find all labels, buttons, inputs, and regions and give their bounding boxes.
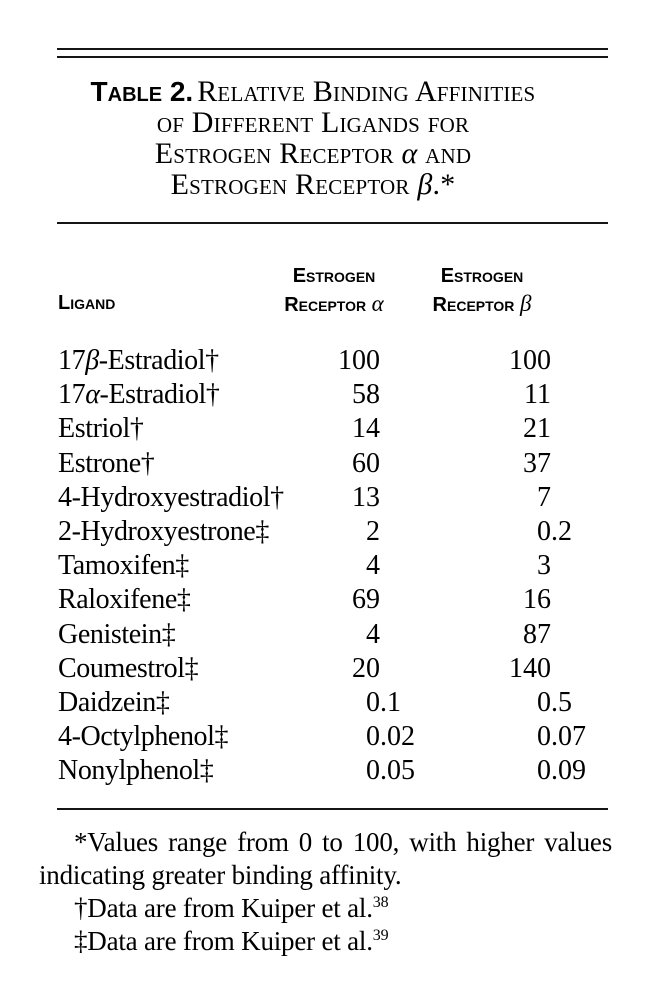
table-title (28, 76, 598, 200)
footnote-asterisk-line1: *Values range from 0 to 100, with higher values (74, 827, 612, 857)
table-row (58, 515, 608, 549)
er-beta-value: 140 (509, 652, 551, 684)
er-beta-value: 100 (509, 345, 551, 376)
footnote-asterisk-line2: indicating greater binding affinity. (39, 860, 402, 890)
table-row (58, 652, 608, 686)
table-row (58, 618, 608, 652)
er-alpha-value: 4 (366, 550, 380, 582)
er-beta-value: 16 (523, 584, 551, 616)
title-line: Table 2. Relative Binding Affinities (90, 75, 536, 108)
er-alpha-value: 4 (366, 618, 380, 650)
er-beta-value: 87 (523, 618, 551, 650)
footnote-double-dagger-text: ‡Data are from Kuiper et al. (74, 926, 373, 956)
table-body (58, 344, 608, 788)
er-alpha-value: 2 (366, 515, 380, 547)
header-line: Receptor α (284, 291, 384, 316)
er-beta-value: 7 (537, 481, 551, 513)
ligand-cell: Genistein‡ (58, 618, 176, 650)
ligand-cell: 4-Octylphenol‡ (58, 721, 229, 753)
ligand-cell: Raloxifene‡ (58, 584, 191, 616)
footnotes (39, 812, 612, 958)
er-alpha-value: 0.05 (366, 755, 415, 787)
er-alpha-value: 0.1 (366, 686, 401, 718)
table-row (58, 412, 608, 446)
table-row (58, 549, 608, 583)
table-row (58, 481, 608, 515)
table-row (58, 583, 608, 617)
er-alpha-value: 60 (352, 447, 380, 479)
er-alpha-value: 100 (338, 345, 380, 376)
title-separator-rule (57, 222, 608, 224)
table-header (58, 263, 608, 319)
header-line: Estrogen (440, 265, 524, 287)
column-header-er-beta (372, 263, 592, 319)
er-beta-value: 0.07 (537, 721, 586, 753)
er-beta-value: 11 (524, 379, 551, 411)
er-beta-value: 0.09 (537, 755, 586, 787)
ligand-cell: 17α-Estradiol† (58, 379, 220, 411)
ligand-cell: 2-Hydroxyestrone‡ (58, 515, 269, 547)
ligand-cell: Estrone† (58, 447, 155, 479)
er-alpha-value: 0.02 (366, 721, 415, 753)
table-number-label: Table 2. (90, 76, 194, 107)
header-line: Receptor β (432, 291, 532, 316)
footnote-dagger (39, 892, 612, 925)
table-row (58, 378, 608, 412)
er-alpha-value: 13 (352, 481, 380, 513)
reference-superscript: 38 (372, 894, 389, 911)
ligand-cell: 17β-Estradiol† (58, 345, 219, 376)
er-alpha-value: 14 (352, 413, 380, 445)
ligand-cell: Tamoxifen‡ (58, 550, 189, 582)
er-alpha-value: 58 (352, 379, 380, 411)
title-line: Estrogen Receptor β.* (170, 168, 456, 201)
ligand-cell: Daidzein‡ (58, 686, 170, 718)
er-beta-value: 37 (523, 447, 551, 479)
er-beta-value: 21 (523, 413, 551, 445)
ligand-cell: Estriol† (58, 413, 144, 445)
table-row (58, 344, 608, 378)
er-alpha-value: 20 (352, 652, 380, 684)
ligand-cell: Nonylphenol‡ (58, 755, 214, 787)
column-header-ligand: Ligand (58, 292, 116, 314)
table-row (58, 447, 608, 481)
table-row (58, 754, 608, 788)
header-line: Estrogen (292, 265, 376, 287)
title-line: Estrogen Receptor α and (154, 137, 472, 170)
ligand-cell: 4-Hydroxyestradiol† (58, 481, 284, 513)
table-bottom-rule (57, 808, 608, 810)
title-line: of Different Ligands for (156, 106, 470, 139)
footnote-dagger-text: †Data are from Kuiper et al. (74, 893, 373, 923)
table-row (58, 720, 608, 754)
er-beta-value: 3 (537, 550, 551, 582)
er-beta-value: 0.2 (537, 515, 572, 547)
er-beta-value: 0.5 (537, 686, 572, 718)
footnote-double-dagger (39, 925, 612, 958)
ligand-cell: Coumestrol‡ (58, 652, 199, 684)
table-top-double-rule (57, 48, 608, 58)
er-alpha-value: 69 (352, 584, 380, 616)
reference-superscript: 39 (372, 927, 389, 944)
table-row (58, 686, 608, 720)
